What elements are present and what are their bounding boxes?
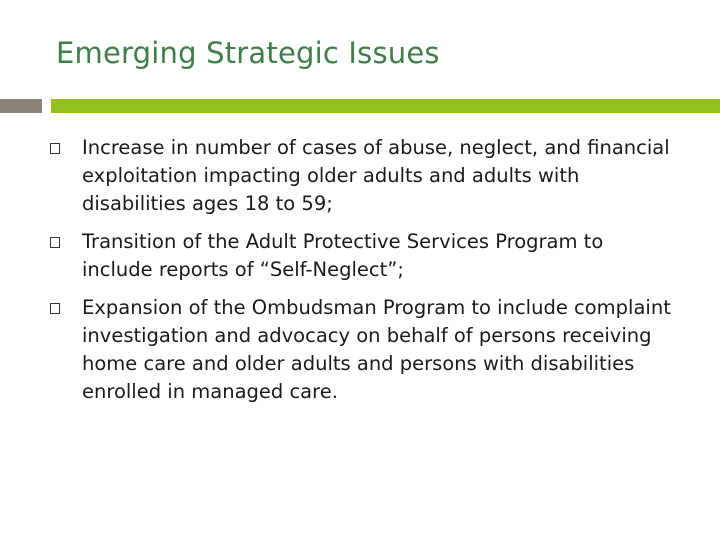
hollow-square-bullet-icon: [50, 237, 60, 248]
hollow-square-bullet-icon: [50, 143, 60, 154]
slide-title: Emerging Strategic Issues: [56, 36, 440, 70]
bullet-item: [48, 294, 678, 406]
bullet-text: Transition of the Adult Protective Services Program to include reports of “Self-Neglect”;: [82, 230, 604, 281]
bullet-item: [48, 228, 678, 284]
hollow-square-bullet-icon: [50, 303, 60, 314]
bullet-item: [48, 134, 678, 218]
title-rule-right-segment: [51, 99, 720, 113]
title-rule-left-segment: [0, 99, 42, 113]
bullet-list: [48, 134, 678, 416]
bullet-text: Increase in number of cases of abuse, neglect, and financial exploitation impacting older adults and adults with disabilities ages 18 to 59;: [82, 136, 670, 215]
bullet-text: Expansion of the Ombudsman Program to include complaint investigation and advocacy on behalf of persons receiving home care and older adults and persons with disabilities enrolled in managed care.: [82, 296, 671, 403]
